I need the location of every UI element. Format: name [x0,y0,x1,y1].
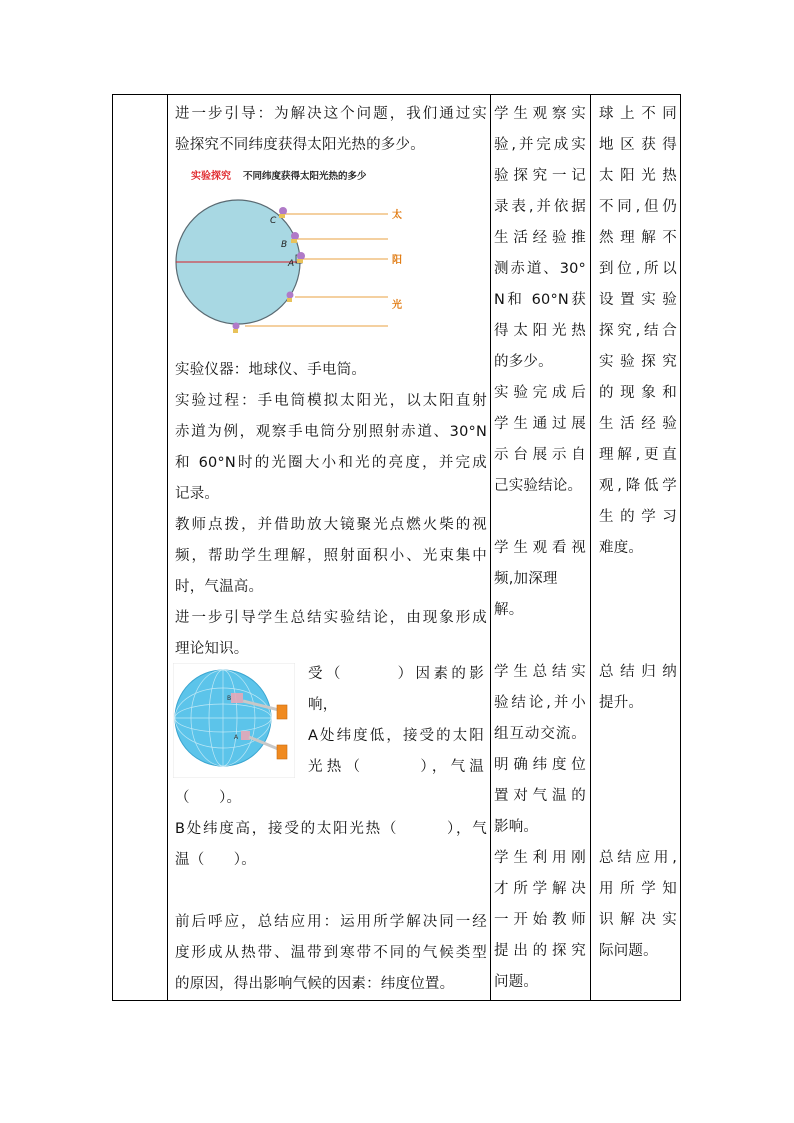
text-line: 地区获得 [599,137,677,153]
light-beam-icon [277,745,287,759]
text-line: 提出的探究 [494,943,586,959]
text-line: 提升。 [599,695,644,711]
summary-text [175,783,487,1000]
point-b-label: B [227,695,232,702]
text-line: 频,加深理解。 [494,571,558,618]
text-line: 温（ ）。 [175,852,256,868]
flashlight-icon [297,252,305,263]
text-line: 影响。 [494,819,539,835]
text-line: 时，气温高。 [175,579,264,595]
text-line: A处纬度低，接受的太阳 [308,728,484,744]
text-line: 频，帮助学生理解，照射面积小、光束集中 [175,548,487,564]
text-line: 学生观察实 [494,106,586,122]
text-line: 难度。 [599,540,644,556]
lesson-table [112,94,681,1001]
text-line: 和 60°N时的光圈大小和光的亮度，并完成 [175,455,487,471]
column-divider [590,95,591,1000]
text-line: （ ）。 [175,790,242,806]
text-line: 总结应用, [599,850,677,866]
text-line: 生活经验 [599,416,677,432]
text-line: 设置实验 [599,292,677,308]
sun-label: 光 [392,300,402,311]
text-line: 际问题。 [599,943,658,959]
experiment-diagram [173,167,413,337]
text-line: 受（ ）因素的影 [308,666,484,682]
text-line: 度形成从热带、温带到寒带不同的气候类型 [175,945,487,961]
flashlight-icon [287,292,294,303]
point-c-label: C [270,216,277,226]
text-line: 验探究不同纬度获得太阳光热的多少。 [175,137,425,153]
text-line: 的现象和 [599,385,677,401]
text-line: 验,并完成实 [494,137,586,153]
text-line: 验探究一记 [494,168,586,184]
text-line: 得太阳光热 [494,323,586,339]
text-line: 识解决实 [599,912,677,928]
text-line: 观,降低学 [599,478,677,494]
text-line: 理论知识。 [175,641,249,657]
text-line: 学生利用刚 [494,850,586,866]
design-intent-column [599,99,677,967]
text-line: 教师点拨，并借助放大镜聚光点燃火柴的视 [175,517,487,533]
text-line: 的多少。 [494,354,553,370]
text-line: 测赤道、30° [494,261,586,277]
text-line: 球上不同 [599,106,677,122]
diagram-title: 不同纬度获得太阳光热的多少 [243,171,367,182]
text-line: 才所学解决 [494,881,586,897]
point-a-label: A [288,259,295,269]
fill-blank-questions [308,659,484,783]
text-line: 然理解不 [599,230,677,246]
text-line: B处纬度高，接受的太阳光热（ ），气 [175,821,487,837]
text-line: 组互动交流。 [494,726,586,742]
diagram-title-red: 实验探究 [191,171,231,182]
flashlight-icon [279,207,287,218]
text-line: 实验探究 [599,354,677,370]
text-line: 用所学知 [599,881,677,897]
text-line: 录表,并依据 [494,199,586,215]
flashlight-icon [233,323,240,334]
text-line: 响， [308,697,338,713]
text-line: 总结归纳 [599,664,677,680]
text-line: 太阳光热 [599,168,677,184]
text-line: 生的学习 [599,509,677,525]
text-line: 探究,结合 [599,323,677,339]
text-line: 置对气温的 [494,788,586,804]
text-line: 光热（ ），气温 [308,759,484,775]
text-line: 生活经验推 [494,230,586,246]
text-line: 到位,所以 [599,261,677,277]
text-line: 不同,但仍 [599,199,677,215]
sun-label: 太 [392,210,402,221]
text-line: 己实验结论。 [494,478,583,494]
text-line: 学生观看视 [494,540,586,556]
flashlight-icon [291,232,299,243]
column-divider [167,95,168,1000]
text-line: 实验完成后 [494,385,586,401]
sun-label: 阳 [392,255,402,266]
column-divider [490,95,491,1000]
light-beam-icon [277,705,287,719]
text-line: 实验仪器：地球仪、手电筒。 [175,362,367,378]
point-a-label: A [234,734,239,741]
text-line: 实验过程：手电筒模拟太阳光，以太阳直射 [175,393,487,409]
text-line: 示台展示自 [494,447,586,463]
text-line: N和 60°N获 [494,292,586,308]
text-line: 进一步引导：为解决这个问题，我们通过实 [175,106,487,122]
text-line: 验结论,并小 [494,695,586,711]
text-line: 理解,更直 [599,447,677,463]
text-line: 的原因，得出影响气候的因素：纬度位置。 [175,976,455,992]
student-activity-column [494,99,586,998]
globe-sunlight-diagram [173,663,295,778]
point-b-label: B [281,240,288,250]
text-line: 记录。 [175,486,220,502]
text-line: 赤道为例，观察手电筒分别照射赤道、30°N [175,424,487,440]
text-line: 学生总结实 [494,664,586,680]
text-line: 一开始教师 [494,912,586,928]
text-line: 学生通过展 [494,416,586,432]
text-line: 进一步引导学生总结实验结论，由现象形成 [175,610,487,626]
text-line: 明确纬度位 [494,757,586,773]
text-line: 前后呼应，总结应用：运用所学解决同一经 [175,914,487,930]
text-line: 问题。 [494,974,539,990]
